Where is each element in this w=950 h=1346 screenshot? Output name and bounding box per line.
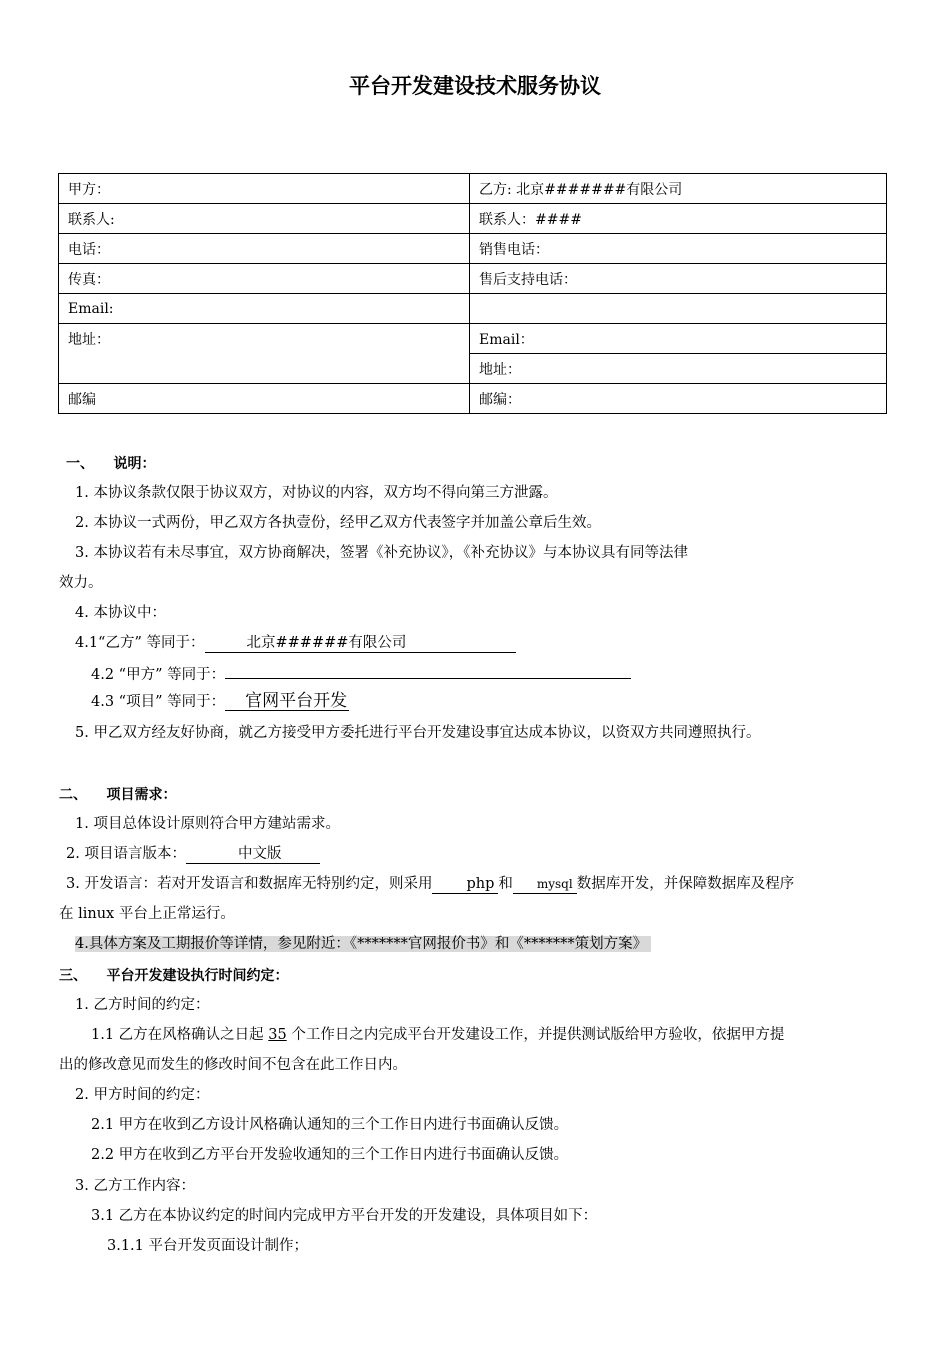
clause-2-1: 1. 项目总体设计原则符合甲方建站需求。 xyxy=(75,816,340,832)
clause-2-3-and: 和 xyxy=(498,876,513,892)
section1-title: 说明： xyxy=(113,456,156,472)
party-a-name-blank xyxy=(225,663,631,679)
party-a-address: 地址： xyxy=(59,324,470,384)
clause-3-1: 1. 乙方时间的约定： xyxy=(75,997,210,1013)
party-info-table xyxy=(58,173,887,414)
clause-2-3-text-a: 3. 开发语言：若对开发语言和数据库无特别约定，则采用 xyxy=(66,876,433,892)
empty-cell xyxy=(470,294,887,324)
clause-1-1: 1. 本协议条款仅限于协议双方，对协议的内容，双方均不得向第三方泄露。 xyxy=(75,485,558,501)
table-row xyxy=(59,294,887,324)
table-row xyxy=(59,324,887,354)
section1-number: 一、 xyxy=(66,456,94,472)
table-row xyxy=(59,384,887,414)
working-days-value: 35 xyxy=(268,1027,287,1043)
clause-1-3: 3. 本协议若有未尽事宜，双方协商解决，签署《补充协议》，《补充协议》与本协议具有同等法律 xyxy=(75,545,688,561)
clause-4-2-label: 4.2 “甲方” 等同于： xyxy=(91,667,226,683)
clause-2-4 xyxy=(75,934,651,954)
clause-3-3: 3. 乙方工作内容： xyxy=(75,1178,195,1194)
clause-2-2-label: 2. 项目语言版本： xyxy=(66,846,186,862)
party-a-phone: 电话： xyxy=(59,234,470,264)
party-b-email: Email： xyxy=(470,324,887,354)
clause-4-3 xyxy=(91,692,349,712)
table-row xyxy=(59,234,887,264)
section3-number: 三、 xyxy=(59,968,87,984)
party-a-email: Email: xyxy=(59,294,470,324)
section1-heading xyxy=(66,454,156,474)
language-version-value: 中文版 xyxy=(237,846,282,862)
party-b-support-phone: 售后支持电话： xyxy=(470,264,887,294)
clause-3-3-1-1: 3.1.1 平台开发页面设计制作； xyxy=(107,1238,309,1254)
database-value: mysql xyxy=(536,877,573,891)
section3-title: 平台开发建设执行时间约定： xyxy=(106,968,289,984)
clause-4-3-label: 4.3 “项目” 等同于： xyxy=(91,694,226,710)
clause-2-2 xyxy=(66,844,320,864)
section2-number: 二、 xyxy=(59,787,87,803)
party-a-fax: 传真： xyxy=(59,264,470,294)
project-name-field xyxy=(225,692,349,711)
clause-1-2: 2. 本协议一式两份，甲乙双方各执壹份，经甲乙双方代表签字并加盖公章后生效。 xyxy=(75,515,601,531)
clause-3-1-1 xyxy=(91,1025,784,1045)
clause-1-4: 4. 本协议中： xyxy=(75,605,166,621)
section3-heading xyxy=(59,966,289,986)
database-field xyxy=(513,875,577,894)
table-row xyxy=(59,174,887,204)
clause-3-1-1-text-a: 1.1 乙方在风格确认之日起 xyxy=(91,1027,269,1043)
document-title: 平台开发建设技术服务协议 xyxy=(349,74,601,98)
clause-2-4-highlight: 4.具体方案及工期报价等详情，参见附近：《*******官网报价书》和《*******策划方案》 xyxy=(75,936,651,952)
clause-4-2 xyxy=(91,663,631,685)
clause-3-2-1: 2.1 甲方在收到乙方设计风格确认通知的三个工作日内进行书面确认反馈。 xyxy=(91,1117,569,1133)
section2-title: 项目需求： xyxy=(106,787,177,803)
clause-4-1 xyxy=(75,633,516,653)
party-b-postcode: 邮编： xyxy=(470,384,887,414)
party-b-sales-phone: 销售电话： xyxy=(470,234,887,264)
language-field xyxy=(432,875,498,894)
party-a-contact: 联系人: xyxy=(59,204,470,234)
party-a-postcode: 邮编 xyxy=(59,384,470,414)
party-b-contact: 联系人：#### xyxy=(470,204,887,234)
clause-2-3-text-b: 数据库开发，并保障数据库及程序 xyxy=(576,876,795,892)
language-value: php xyxy=(466,876,495,892)
party-b-name-field xyxy=(205,634,516,653)
party-b-label: 乙方: 北京#######有限公司 xyxy=(470,174,887,204)
clause-4-1-label: 4.1“乙方” 等同于： xyxy=(75,635,205,651)
clause-3-2-2: 2.2 甲方在收到乙方平台开发验收通知的三个工作日内进行书面确认反馈。 xyxy=(91,1147,569,1163)
section2-heading xyxy=(59,785,177,805)
clause-2-3-cont: 在 linux 平台上正常运行。 xyxy=(59,906,235,922)
project-name-value: 官网平台开发 xyxy=(245,691,348,711)
party-b-address: 地址： xyxy=(470,354,887,384)
clause-2-3 xyxy=(66,874,794,894)
clause-3-3-1: 3.1 乙方在本协议约定的时间内完成甲方平台开发的开发建设，具体项目如下： xyxy=(91,1208,598,1224)
language-version-field xyxy=(186,845,320,864)
table-row xyxy=(59,204,887,234)
table-row xyxy=(59,264,887,294)
clause-1-5: 5. 甲乙双方经友好协商，就乙方接受甲方委托进行平台开发建设事宜达成本协议，以资双方共同遵照执行。 xyxy=(75,725,761,741)
clause-3-1-1-cont: 出的修改意见而发生的修改时间不包含在此工作日内。 xyxy=(59,1057,407,1073)
clause-1-3-cont: 效力。 xyxy=(59,575,103,591)
party-a-label: 甲方： xyxy=(59,174,470,204)
clause-3-2: 2. 甲方时间的约定： xyxy=(75,1087,210,1103)
clause-3-1-1-text-b: 个工作日之内完成平台开发建设工作，并提供测试版给甲方验收，依据甲方提 xyxy=(286,1027,785,1043)
party-b-name-value: 北京######有限公司 xyxy=(246,635,407,651)
